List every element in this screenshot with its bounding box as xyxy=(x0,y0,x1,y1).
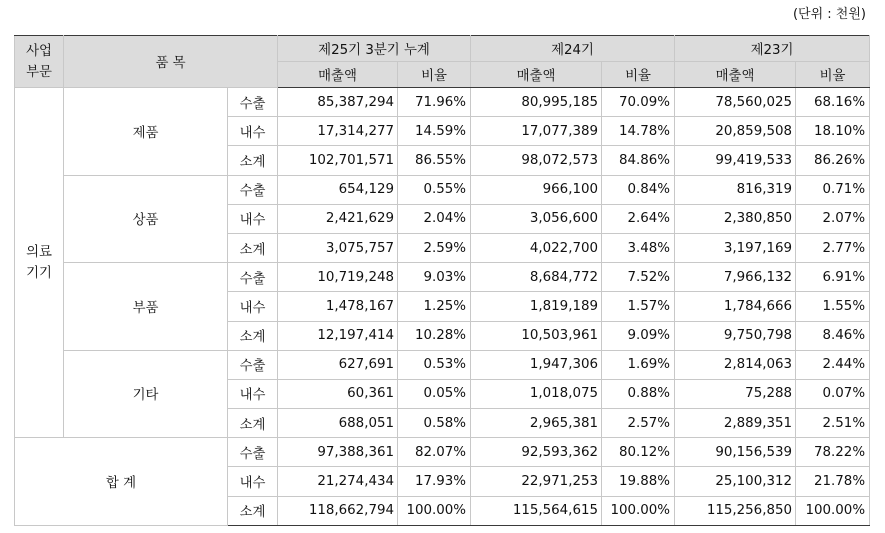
sales-value: 7,966,132 xyxy=(675,263,796,292)
sales-value: 9,750,798 xyxy=(675,321,796,350)
row-type: 내수 xyxy=(228,204,278,233)
ratio-value: 80.12% xyxy=(602,438,675,467)
division-header-label: 사업 부문 xyxy=(26,43,52,80)
ratio-value: 1.57% xyxy=(602,292,675,321)
unit-label: (단위 : 천원) xyxy=(792,7,866,22)
sales-value: 99,419,533 xyxy=(675,146,796,175)
period-header: 제23기 xyxy=(675,36,870,62)
sales-value: 1,819,189 xyxy=(471,292,602,321)
row-type: 내수 xyxy=(228,292,278,321)
ratio-value: 21.78% xyxy=(796,467,870,496)
ratio-value: 2.59% xyxy=(398,233,471,262)
sales-value: 1,784,666 xyxy=(675,292,796,321)
sales-value: 2,380,850 xyxy=(675,204,796,233)
ratio-value: 0.88% xyxy=(602,379,675,408)
row-type: 소계 xyxy=(228,146,278,175)
sales-value: 688,051 xyxy=(278,409,398,438)
table-row xyxy=(15,350,870,379)
ratio-value: 3.48% xyxy=(602,233,675,262)
ratio-value: 84.86% xyxy=(602,146,675,175)
ratio-value: 100.00% xyxy=(796,496,870,525)
ratio-value: 0.58% xyxy=(398,409,471,438)
ratio-value: 6.91% xyxy=(796,263,870,292)
sales-value: 4,022,700 xyxy=(471,233,602,262)
row-type: 소계 xyxy=(228,409,278,438)
item-header: 품 목 xyxy=(64,36,278,88)
ratio-value: 0.55% xyxy=(398,175,471,204)
ratio-value: 78.22% xyxy=(796,438,870,467)
ratio-value: 19.88% xyxy=(602,467,675,496)
ratio-value: 10.28% xyxy=(398,321,471,350)
row-type: 수출 xyxy=(228,88,278,117)
ratio-value: 0.84% xyxy=(602,175,675,204)
ratio-header: 비율 xyxy=(602,62,675,88)
sales-value: 80,995,185 xyxy=(471,88,602,117)
sales-header: 매출액 xyxy=(278,62,398,88)
sales-value: 115,564,615 xyxy=(471,496,602,525)
ratio-header: 비율 xyxy=(796,62,870,88)
sales-value: 966,100 xyxy=(471,175,602,204)
ratio-value: 18.10% xyxy=(796,117,870,146)
sales-value: 8,684,772 xyxy=(471,263,602,292)
ratio-value: 86.26% xyxy=(796,146,870,175)
sales-value: 98,072,573 xyxy=(471,146,602,175)
ratio-value: 82.07% xyxy=(398,438,471,467)
ratio-value: 100.00% xyxy=(398,496,471,525)
sales-value: 118,662,794 xyxy=(278,496,398,525)
division-cell xyxy=(15,88,64,438)
row-type: 내수 xyxy=(228,117,278,146)
ratio-value: 71.96% xyxy=(398,88,471,117)
sales-value: 654,129 xyxy=(278,175,398,204)
group-name: 기타 xyxy=(64,350,228,438)
sales-value: 2,814,063 xyxy=(675,350,796,379)
row-type: 소계 xyxy=(228,233,278,262)
sales-value: 10,503,961 xyxy=(471,321,602,350)
sales-value: 85,387,294 xyxy=(278,88,398,117)
ratio-value: 1.55% xyxy=(796,292,870,321)
group-name: 부품 xyxy=(64,263,228,351)
sales-value: 1,018,075 xyxy=(471,379,602,408)
sales-value: 25,100,312 xyxy=(675,467,796,496)
ratio-value: 2.44% xyxy=(796,350,870,379)
sales-value: 1,478,167 xyxy=(278,292,398,321)
sales-value: 78,560,025 xyxy=(675,88,796,117)
sales-value: 10,719,248 xyxy=(278,263,398,292)
sales-value: 60,361 xyxy=(278,379,398,408)
table-row xyxy=(15,88,870,117)
sales-value: 21,274,434 xyxy=(278,467,398,496)
sales-value: 2,965,381 xyxy=(471,409,602,438)
ratio-value: 0.05% xyxy=(398,379,471,408)
ratio-header: 비율 xyxy=(398,62,471,88)
ratio-value: 86.55% xyxy=(398,146,471,175)
ratio-value: 2.64% xyxy=(602,204,675,233)
period-header: 제24기 xyxy=(471,36,675,62)
division-header xyxy=(15,36,64,88)
row-type: 수출 xyxy=(228,350,278,379)
sales-value: 115,256,850 xyxy=(675,496,796,525)
row-type: 수출 xyxy=(228,263,278,292)
sales-value: 102,701,571 xyxy=(278,146,398,175)
ratio-value: 0.71% xyxy=(796,175,870,204)
row-type: 내수 xyxy=(228,467,278,496)
ratio-value: 100.00% xyxy=(602,496,675,525)
sales-value: 2,889,351 xyxy=(675,409,796,438)
sales-value: 816,319 xyxy=(675,175,796,204)
ratio-value: 7.52% xyxy=(602,263,675,292)
sales-header: 매출액 xyxy=(675,62,796,88)
ratio-value: 14.59% xyxy=(398,117,471,146)
sales-value: 17,314,277 xyxy=(278,117,398,146)
group-name: 상품 xyxy=(64,175,228,263)
ratio-value: 2.57% xyxy=(602,409,675,438)
row-type: 수출 xyxy=(228,438,278,467)
ratio-value: 70.09% xyxy=(602,88,675,117)
sales-table xyxy=(14,35,870,526)
ratio-value: 17.93% xyxy=(398,467,471,496)
table-header xyxy=(15,36,870,88)
table-row xyxy=(15,175,870,204)
sales-value: 97,388,361 xyxy=(278,438,398,467)
ratio-value: 1.69% xyxy=(602,350,675,379)
ratio-value: 9.03% xyxy=(398,263,471,292)
sales-value: 627,691 xyxy=(278,350,398,379)
total-row xyxy=(15,438,870,467)
period-header: 제25기 3분기 누계 xyxy=(278,36,471,62)
sales-value: 90,156,539 xyxy=(675,438,796,467)
sales-value: 20,859,508 xyxy=(675,117,796,146)
ratio-value: 14.78% xyxy=(602,117,675,146)
sales-value: 2,421,629 xyxy=(278,204,398,233)
sales-value: 17,077,389 xyxy=(471,117,602,146)
row-type: 수출 xyxy=(228,175,278,204)
sales-value: 12,197,414 xyxy=(278,321,398,350)
row-type: 소계 xyxy=(228,321,278,350)
row-type: 소계 xyxy=(228,496,278,525)
group-name: 제품 xyxy=(64,88,228,176)
sales-value: 92,593,362 xyxy=(471,438,602,467)
ratio-value: 2.51% xyxy=(796,409,870,438)
sales-value: 22,971,253 xyxy=(471,467,602,496)
table-body xyxy=(15,88,870,526)
ratio-value: 1.25% xyxy=(398,292,471,321)
sales-value: 3,075,757 xyxy=(278,233,398,262)
ratio-value: 2.07% xyxy=(796,204,870,233)
total-label: 합 계 xyxy=(15,438,228,526)
sales-value: 3,056,600 xyxy=(471,204,602,233)
ratio-value: 68.16% xyxy=(796,88,870,117)
ratio-value: 0.07% xyxy=(796,379,870,408)
sales-header: 매출액 xyxy=(471,62,602,88)
row-type: 내수 xyxy=(228,379,278,408)
ratio-value: 0.53% xyxy=(398,350,471,379)
ratio-value: 9.09% xyxy=(602,321,675,350)
table-row xyxy=(15,263,870,292)
ratio-value: 2.77% xyxy=(796,233,870,262)
sales-value: 75,288 xyxy=(675,379,796,408)
ratio-value: 2.04% xyxy=(398,204,471,233)
sales-value: 1,947,306 xyxy=(471,350,602,379)
ratio-value: 8.46% xyxy=(796,321,870,350)
division-label: 의료 기기 xyxy=(26,244,52,281)
sales-value: 3,197,169 xyxy=(675,233,796,262)
